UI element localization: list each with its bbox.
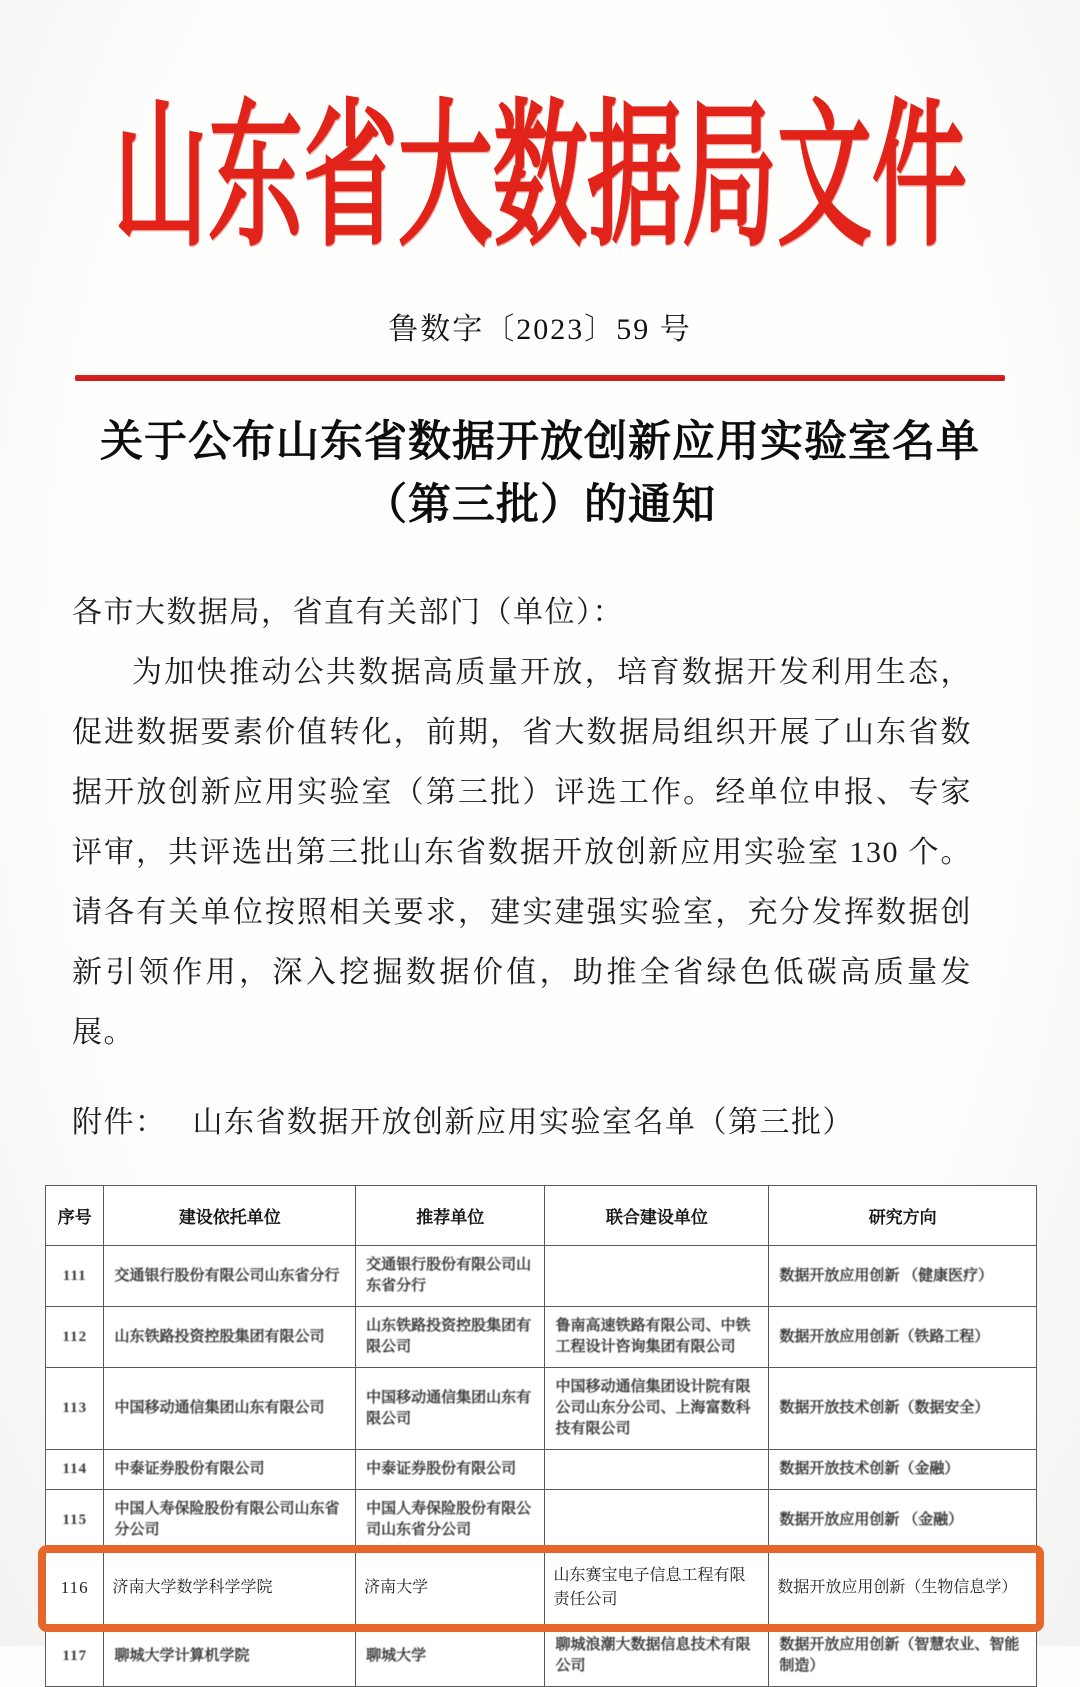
table-row bbox=[46, 1490, 1037, 1551]
body-paragraph: 为加快推动公共数据高质量开放，培育数据开发利用生态，促进数据要素价值转化，前期，省大数据局组织开展了山东省数据开放创新应用实验室（第三批）评选工作。经单位申报、专家评审，共评选出第三批山东省数据开放创新应用实验室 130 个。请各有关单位按照相关要求，建实建强实验室，充分发挥数据创新引领作用，深入挖掘数据价值，助推全省绿色低碳高质量发展。 bbox=[72, 656, 972, 1049]
attachment-line bbox=[72, 1097, 1010, 1141]
cell-serial-number: 113 bbox=[46, 1368, 104, 1450]
table-row bbox=[46, 1368, 1037, 1450]
lab-list-table-wrapper bbox=[45, 1185, 1037, 1687]
table-row bbox=[46, 1307, 1037, 1368]
table-row bbox=[46, 1450, 1037, 1490]
cell-host-organization: 聊城大学计算机学院 bbox=[104, 1626, 356, 1687]
attachment-label: 附件： bbox=[72, 1106, 167, 1139]
salutation: 各市大数据局，省直有关部门（单位）： bbox=[72, 596, 624, 629]
table-header-row bbox=[46, 1186, 1037, 1246]
cell-serial-number: 111 bbox=[46, 1246, 104, 1307]
letterhead-title: 山东省大数据局文件 bbox=[113, 89, 967, 266]
table-row bbox=[46, 1551, 1037, 1626]
cell-research-direction: 数据开放技术创新（金融） bbox=[769, 1450, 1037, 1490]
cell-joint-organizations: 聊城浪潮大数据信息技术有限公司 bbox=[545, 1626, 769, 1687]
cell-host-organization: 中国移动通信集团山东有限公司 bbox=[104, 1368, 356, 1450]
document-title-line2: （第三批）的通知 bbox=[364, 482, 716, 529]
cell-recommending-organization: 中泰证券股份有限公司 bbox=[356, 1450, 545, 1490]
cell-serial-number: 115 bbox=[46, 1490, 104, 1551]
document-title-line1: 关于公布山东省数据开放创新应用实验室名单 bbox=[100, 419, 980, 466]
lab-list-table bbox=[45, 1185, 1037, 1687]
cell-host-organization: 中国人寿保险股份有限公司山东省分公司 bbox=[104, 1490, 356, 1551]
table-row bbox=[46, 1626, 1037, 1687]
cell-recommending-organization: 山东铁路投资控股集团有限公司 bbox=[356, 1307, 545, 1368]
column-header-no: 序号 bbox=[46, 1186, 104, 1246]
cell-research-direction: 数据开放应用创新（铁路工程） bbox=[769, 1307, 1037, 1368]
cell-host-organization: 中泰证券股份有限公司 bbox=[104, 1450, 356, 1490]
cell-host-organization: 交通银行股份有限公司山东省分行 bbox=[104, 1246, 356, 1307]
document-title bbox=[0, 411, 1080, 537]
cell-research-direction: 数据开放技术创新（数据安全） bbox=[769, 1368, 1037, 1450]
cell-recommending-organization: 中国人寿保险股份有限公司山东省分公司 bbox=[356, 1490, 545, 1551]
cell-recommending-organization: 聊城大学 bbox=[356, 1626, 545, 1687]
document-body bbox=[72, 583, 972, 1063]
cell-research-direction: 数据开放应用创新（生物信息学） bbox=[769, 1551, 1037, 1626]
cell-joint-organizations bbox=[545, 1246, 769, 1307]
cell-host-organization: 山东铁路投资控股集团有限公司 bbox=[104, 1307, 356, 1368]
letterhead bbox=[0, 0, 1080, 266]
cell-recommending-organization: 交通银行股份有限公司山东省分行 bbox=[356, 1246, 545, 1307]
cell-serial-number: 112 bbox=[46, 1307, 104, 1368]
red-divider bbox=[75, 375, 1005, 381]
column-header-recommender: 推荐单位 bbox=[356, 1186, 545, 1246]
cell-joint-organizations: 鲁南高速铁路有限公司、中铁工程设计咨询集团有限公司 bbox=[545, 1307, 769, 1368]
attachment-title: 山东省数据开放创新应用实验室名单（第三批） bbox=[192, 1106, 854, 1139]
cell-joint-organizations bbox=[545, 1490, 769, 1551]
table-row bbox=[46, 1246, 1037, 1307]
column-header-direction: 研究方向 bbox=[769, 1186, 1037, 1246]
cell-joint-organizations bbox=[545, 1450, 769, 1490]
column-header-org: 建设依托单位 bbox=[104, 1186, 356, 1246]
cell-research-direction: 数据开放应用创新（智慧农业、智能制造） bbox=[769, 1626, 1037, 1687]
cell-recommending-organization: 济南大学 bbox=[356, 1551, 545, 1626]
cell-joint-organizations: 山东赛宝电子信息工程有限责任公司 bbox=[545, 1551, 769, 1626]
cell-serial-number: 116 bbox=[46, 1551, 104, 1626]
cell-serial-number: 117 bbox=[46, 1626, 104, 1687]
cell-recommending-organization: 中国移动通信集团山东有限公司 bbox=[356, 1368, 545, 1450]
cell-serial-number: 114 bbox=[46, 1450, 104, 1490]
cell-research-direction: 数据开放应用创新 （健康医疗） bbox=[769, 1246, 1037, 1307]
column-header-partners: 联合建设单位 bbox=[545, 1186, 769, 1246]
cell-joint-organizations: 中国移动通信集团设计院有限公司山东分公司、上海富数科技有限公司 bbox=[545, 1368, 769, 1450]
document-number: 鲁数字〔2023〕59 号 bbox=[388, 313, 692, 346]
cell-host-organization: 济南大学数学科学学院 bbox=[104, 1551, 356, 1626]
cell-research-direction: 数据开放应用创新 （金融） bbox=[769, 1490, 1037, 1551]
